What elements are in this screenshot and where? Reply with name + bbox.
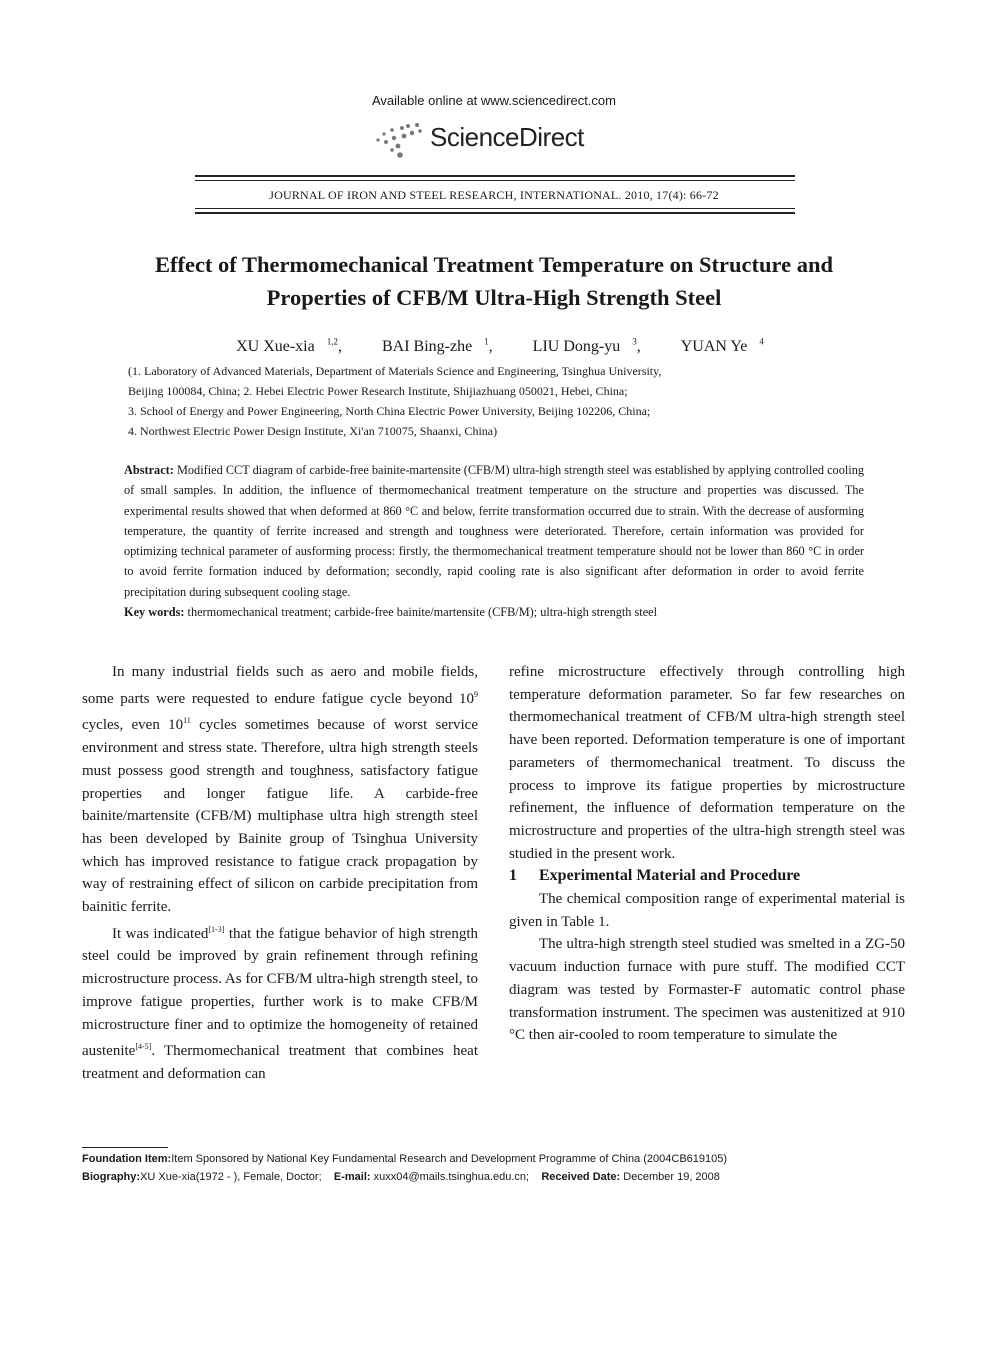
header-rule-top-thin [195,180,795,181]
header-rule-top [195,175,795,177]
body-paragraph: In many industrial fields such as aero and mobile fields, some parts were requested to endure fatigue cycle beyond $10^9$ cycles, even $10^{11}$ cycles sometimes because of worst service environment and stress state. Therefore, ultra high strength steels must possess good strength and toughness, satisfactory fatigue properties and longer fatigue life. A carbide-free bainite/martensite (CFB/M) multiphase ultra high strength steel has been developed by Bainite group of Tsinghua University which has improved resistance to fatigue crack propagation by way of restraining effect of silicon on carbide precipitation from bainitic ferrite. [82,664,478,916]
body-paragraph: refine microstructure effectively through controlling high temperature deformation parameter. So far few researches on thermomechanical treatment of CFB/M ultra-high strength steel have been reported. Deformation temperature is one of important parameters of thermomechanical treatment. To discuss the process to improve its fatigue properties by microstructure refinement, the influence of deformation temperature on the microstructure and properties of the ultra-high strength steel was studied in the present work. [509,664,905,862]
title-line-2: Properties of CFB/M Ultra-High Strength Steel [266,285,722,310]
affiliation-line: Beijing 100084, China; 2. Hebei Electric Power Research Institute, Shijiazhuang 050021, Hebei, China; [128,384,628,398]
affiliation-line: 3. School of Energy and Power Engineering, North China Electric Power University, Beijing 102206, China; [128,404,651,418]
logo-text: ScienceDirect [430,122,584,152]
author: XU Xue-xia $^{1,2}$, [236,337,342,356]
abstract-paragraph [124,460,864,602]
body-column-left [82,661,478,1086]
header-rule-bottom-thin [195,208,795,209]
journal-citation: JOURNAL OF IRON AND STEEL RESEARCH, INTERNATIONAL. 2010, 17(4): 66-72 [269,188,719,202]
section-number: 1 [509,867,517,885]
keywords-label: Key words: [124,605,185,620]
affiliation-line: (1. Laboratory of Advanced Materials, Department of Materials Science and Engineering, Tsinghua University, [128,364,662,378]
title-line-1: Effect of Thermomechanical Treatment Temperature on Structure and [154,252,834,277]
header-rule-bottom [195,212,795,214]
author: BAI Bing-zhe $^1$, [381,337,493,356]
author: LIU Dong-yu $^3$, [532,337,641,356]
keywords-paragraph [124,602,864,622]
affiliation-line: 4. Northwest Electric Power Design Institute, Xi'an 710075, Shaanxi, China) [128,424,498,438]
keywords-text: thermomechanical treatment; carbide-free bainite/martensite (CFB/M); ultra-high strength steel [187,605,658,620]
footnote-foundation: Foundation Item:Item Sponsored by National Key Fundamental Research and Development Programme of China (2004CB619105) [82,1153,728,1165]
body-column-right [509,661,905,1047]
footnote-rule [82,1147,168,1148]
paper-title [60,248,928,314]
abstract-label: Abstract: [124,463,174,477]
available-online-text: Available online at www.sciencedirect.com [372,93,616,108]
author-list [0,337,988,356]
section-title: Experimental Material and Procedure [539,867,801,885]
body-paragraph: It was indicated[1-3] that the fatigue behavior of high strength steel could be improved by grain refinement through refining microstructure process. As for CFB/M ultra-high strength steel, to improve fatigue properties, further work is to make CFB/M microstructure finer and to optimize the homogeneity of retained austenite[4-5]. Thermomechanical treatment that combines heat treatment and deformation can [82,924,479,1082]
author: YUAN Ye $^4$ [680,337,764,356]
footnote-biography: Biography:XU Xue-xia(1972 - ), Female, Doctor; E-mail: xuxx04@mails.tsinghua.edu.cn; Received Date: December 19, 2008 [82,1171,720,1183]
abstract-block [124,460,864,622]
section-heading [509,865,905,888]
sciencedirect-dots-icon [372,118,428,162]
body-paragraph: The ultra-high strength steel studied was smelted in a ZG-50 vacuum induction furnace with pure stuff. The modified CCT diagram was tested by Formaster-F automatic control phase transformation instrument. The specimen was austenitized at 910 °C then air-cooled to room temperature to simulate the [509,936,905,1044]
abstract-text: Modified CCT diagram of carbide-free bainite-martensite (CFB/M) ultra-high strength steel was established by applying controlled cooling of small samples. In addition, the influence of thermomechanical treatment temperature on the structure and properties was discussed. The experimental results showed that when deformed at 860 °C and below, ferrite transformation occurred due to strain. With the decrease of ausforming temperature, the quantity of ferrite increased and strength and toughness were deteriorated. Therefore, certain information was provided for optimizing technical parameter of ausforming process: firstly, the thermomechanical treatment temperature should not be lower than 860 °C in order to avoid ferrite formation induced by deformation; secondly, rapid cooling rate is also significant after deformation in order to avoid ferrite precipitation during subsequent cooling stage. [124,463,864,599]
body-paragraph: The chemical composition range of experimental material is given in Table 1. [509,891,905,930]
sciencedirect-logo [372,118,632,162]
